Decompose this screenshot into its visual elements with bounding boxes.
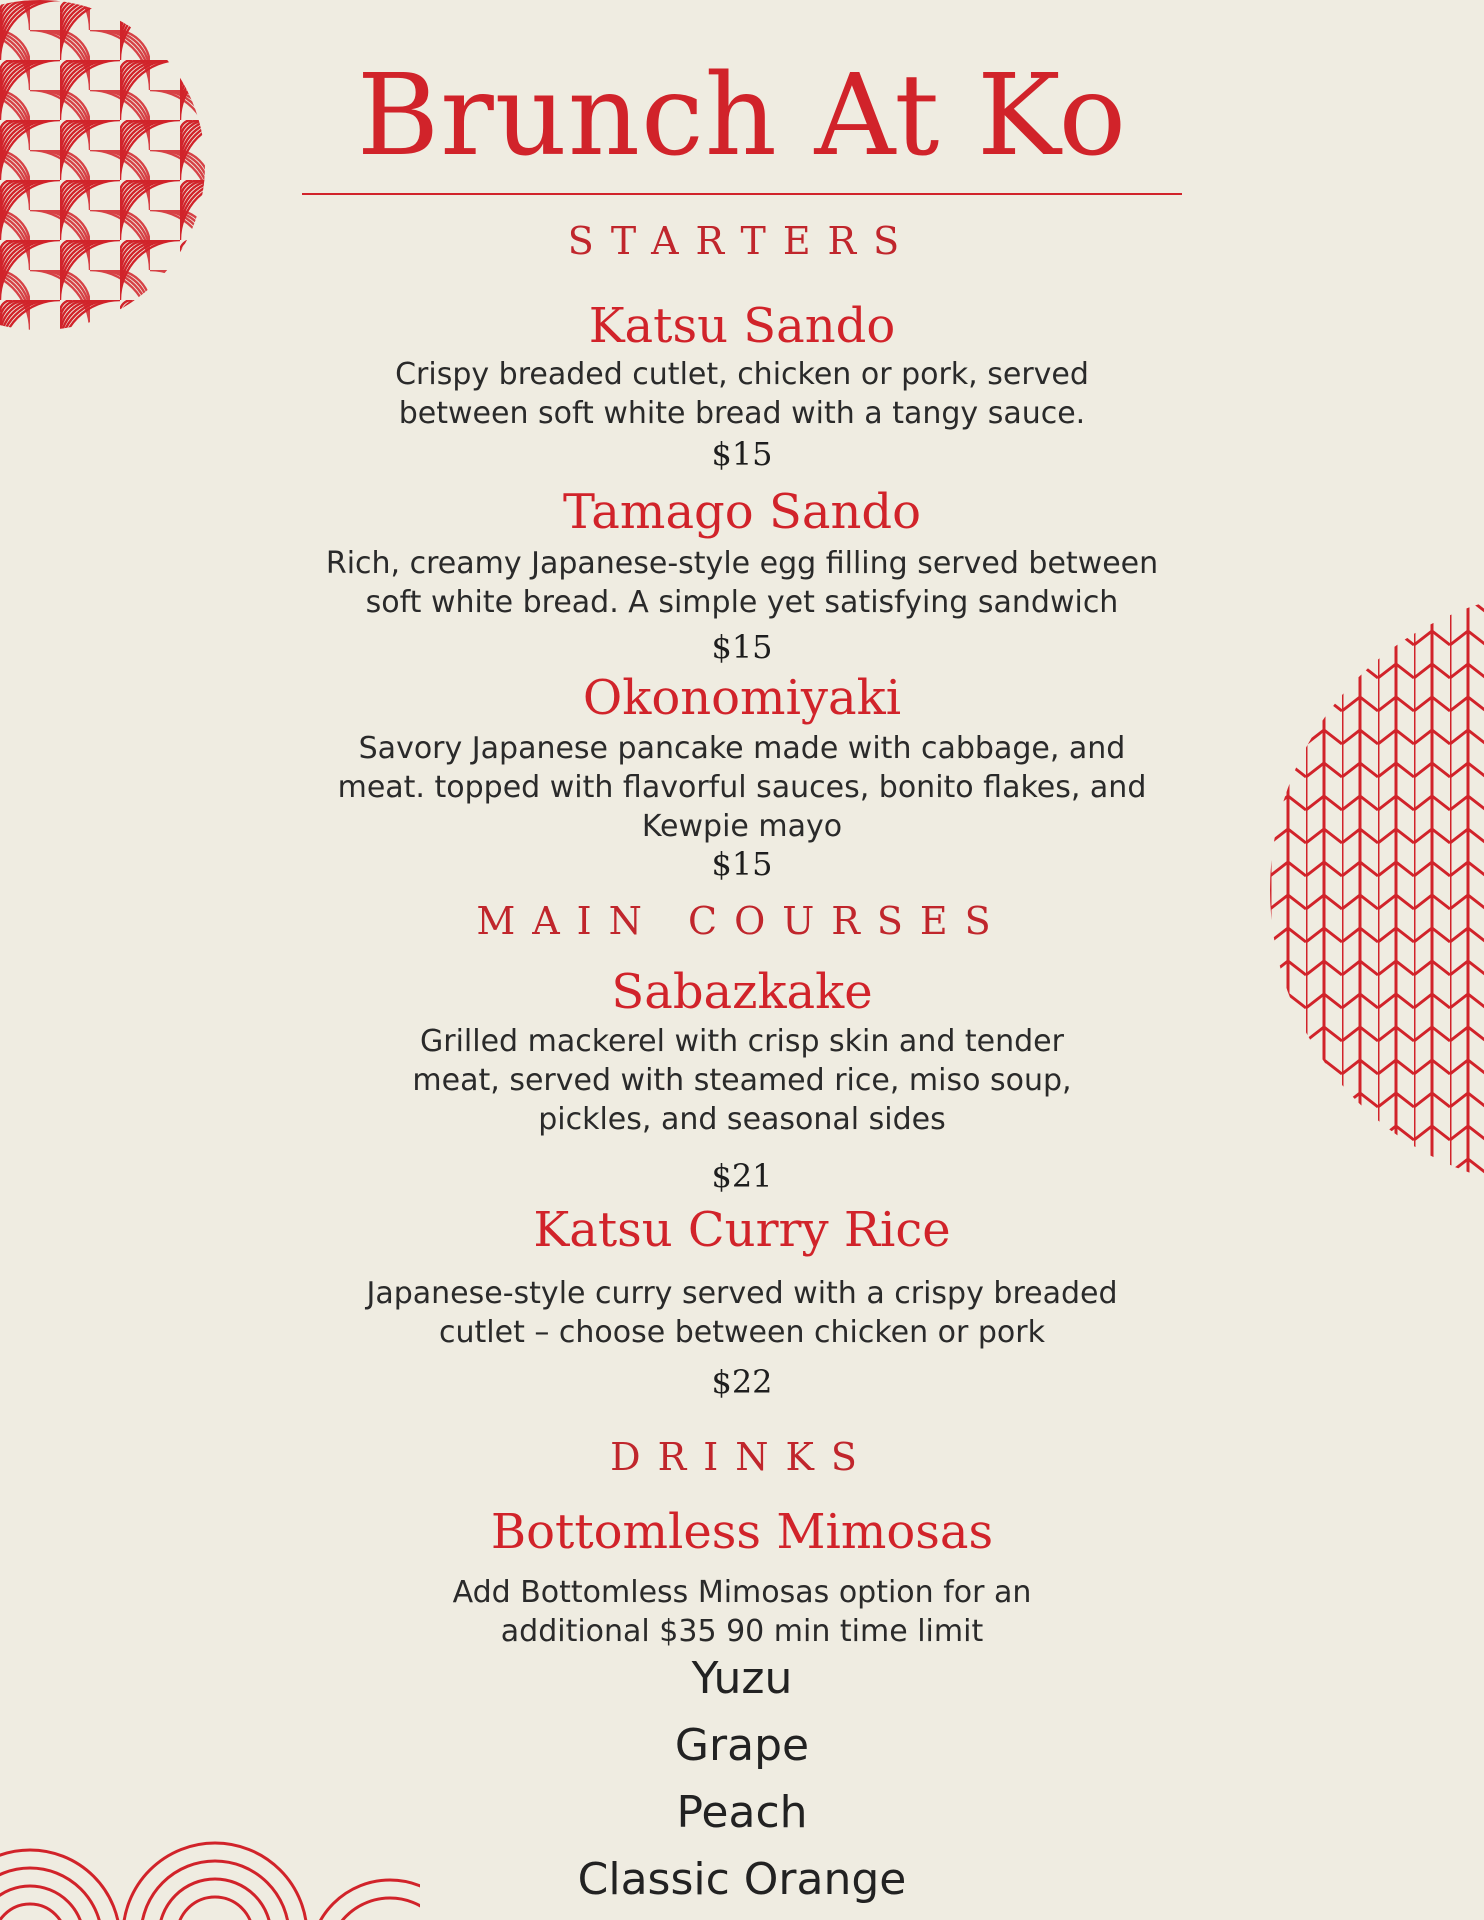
- item-description-katsu-curry-rice: Japanese-style curry served with a crispy breaded cutlet – choose between chicken or pork: [366, 1276, 1118, 1350]
- section-heading-starters: STARTERS: [567, 219, 917, 263]
- item-price-okonomiyaki: $15: [711, 845, 773, 883]
- item-description-bottomless-mimosas: Add Bottomless Mimosas option for an additional $35 90 min time limit: [452, 1575, 1032, 1649]
- mimosa-flavor-classic-orange: Classic Orange: [577, 1854, 907, 1905]
- item-name-bottomless-mimosas: Bottomless Mimosas: [490, 1504, 994, 1560]
- wave-circle-pattern: [0, 0, 210, 340]
- item-price-tamago-sando: $15: [711, 628, 773, 666]
- section-heading-main-courses: MAIN COURSES: [476, 899, 1008, 943]
- menu-title: Brunch At Ko: [356, 51, 1128, 181]
- item-name-katsu-curry-rice: Katsu Curry Rice: [533, 1202, 951, 1258]
- item-name-tamago-sando: Tamago Sando: [563, 484, 921, 540]
- mimosa-flavor-grape: Grape: [674, 1720, 810, 1771]
- item-price-katsu-curry-rice: $22: [711, 1363, 773, 1401]
- item-description-katsu-sando: Crispy breaded cutlet, chicken or pork, served between soft white bread with a tangy sauce.: [395, 357, 1089, 431]
- arrow-lattice-pattern: [1270, 590, 1484, 1190]
- item-price-katsu-sando: $15: [711, 435, 773, 473]
- item-description-sabazkake: Grilled mackerel with crisp skin and tender meat, served with steamed rice, miso soup, pickles, and seasonal sides: [412, 1024, 1072, 1137]
- item-name-katsu-sando: Katsu Sando: [588, 298, 896, 354]
- section-heading-drinks: DRINKS: [610, 1435, 874, 1479]
- item-name-sabazkake: Sabazkake: [611, 964, 873, 1020]
- title-divider: [302, 193, 1182, 195]
- item-description-okonomiyaki: Savory Japanese pancake made with cabbage, and meat. topped with flavorful sauces, bonito flakes, and Kewpie mayo: [337, 731, 1147, 844]
- item-name-okonomiyaki: Okonomiyaki: [582, 670, 902, 726]
- item-price-sabazkake: $21: [711, 1157, 773, 1195]
- mimosa-flavor-peach: Peach: [676, 1787, 808, 1838]
- item-description-tamago-sando: Rich, creamy Japanese-style egg filling served between soft white bread. A simple yet satisfying sandwich: [325, 546, 1159, 620]
- mimosa-flavor-yuzu: Yuzu: [691, 1653, 793, 1704]
